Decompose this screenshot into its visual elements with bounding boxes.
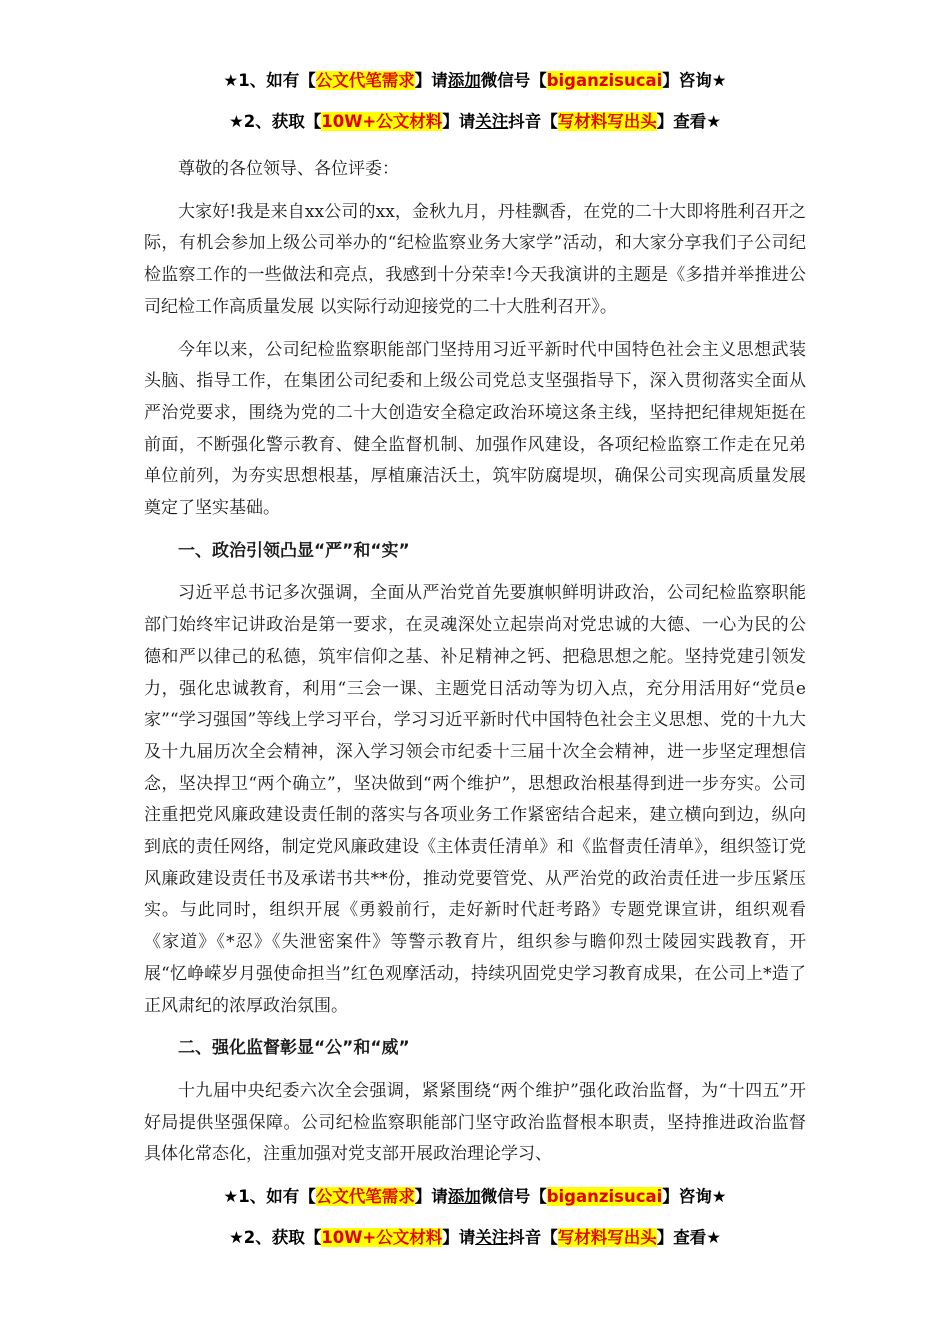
bottom-banner-line-1 <box>0 1185 950 1209</box>
banner-highlight: biganzisucai <box>546 1187 663 1206</box>
banner-text: 微信号【 <box>480 1187 547 1206</box>
top-banner-line-2 <box>0 110 950 134</box>
paragraph: 今年以来，公司纪检监察职能部门坚持用习近平新时代中国特色社会主义思想武装头脑、指导工作，在集团公司纪委和上级公司党总支坚强指导下，深入贯彻落实全面从严治党要求，围绕为党的二十大创造安全稳定政治环境这条主线，坚持把纪律规矩挺在前面，不断强化警示教育、健全监督机制、加强作风建设，各项纪检监察工作走在兄弟单位前列，为夯实思想根基，厚植廉洁沃土，筑牢防腐堤坝，确保公司实现高质量发展奠定了坚实基础。 <box>144 339 806 519</box>
banner-highlight: 10W+公文材料 <box>321 1228 443 1247</box>
banner-text: 】请 <box>414 1187 448 1206</box>
banner-highlight: 公文代笔需求 <box>315 1187 415 1206</box>
banner-text: 微信号【 <box>480 71 547 90</box>
salutation: 尊敬的各位领导、各位评委： <box>178 159 399 179</box>
banner-highlight: 公文代笔需求 <box>315 71 415 90</box>
document-body <box>144 154 806 1182</box>
banner-text: ★1、如有【 <box>223 71 316 90</box>
banner-emphasis: 添加 <box>447 1187 481 1206</box>
paragraph: 十九届中央纪委六次全会强调，紧紧围绕“两个维护”强化政治监督，为“十四五”开好局提供坚强保障。公司纪检监察职能部门坚守政治监督根本职责，坚持推进政治监督具体化常态化，注重加强对党支部开展政治理论学习、 <box>144 1080 806 1165</box>
banner-emphasis: 关注 <box>475 112 509 131</box>
banner-emphasis: 关注 <box>475 1228 509 1247</box>
banner-text: 】请 <box>414 71 448 90</box>
banner-highlight: 写材料写出头 <box>557 1228 657 1247</box>
banner-text: ★2、获取【 <box>228 112 322 131</box>
banner-text: 】咨询★ <box>662 1187 727 1206</box>
banner-highlight: 10W+公文材料 <box>321 112 443 131</box>
banner-text: 】请 <box>442 112 476 131</box>
bottom-banner-line-2 <box>0 1226 950 1250</box>
banner-text: 】查看★ <box>656 112 722 131</box>
banner-highlight: 写材料写出头 <box>557 112 657 131</box>
banner-text: 抖音【 <box>508 1228 558 1247</box>
banner-highlight: biganzisucai <box>546 71 663 90</box>
paragraph: 习近平总书记多次强调，全面从严治党首先要旗帜鲜明讲政治，公司纪检监察职能部门始终牢记讲政治是第一要求，在灵魂深处立起崇尚对党忠诚的大德、一心为民的公德和严以律己的私德，筑牢信仰之基、补足精神之钙、把稳思想之舵。坚持党建引领发力，强化忠诚教育，利用“三会一课、主题党日活动等为切入点，充分用活用好“党员e家”“学习强国”等线上学习平台，学习习近平新时代中国特色社会主义思想、党的十九大及十九届历次全会精神，深入学习领会市纪委十三届十次全会精神，进一步坚定理想信念，坚决捍卫“两个确立”，坚决做到“两个维护”，思想政治根基得到进一步夯实。公司注重把党风廉政建设责任制的落实与各项业务工作紧密结合起来，建立横向到边，纵向到底的责任网络，制定党风廉政建设《主体责任清单》和《监督责任清单》，组织签订党风廉政建设责任书及承诺书共**份，推动党要管党、从严治党的政治责任进一步压紧压实。与此同时，组织开展《勇毅前行，走好新时代赶考路》专题党课宣讲，组织观看《家道》《*忍》《失泄密案件》等警示教育片，组织参与瞻仰烈士陵园实践教育，开展“忆峥嵘岁月强使命担当”红色观摩活动，持续巩固党史学习教育成果，在公司上*造了正风肃纪的浓厚政治氛围。 <box>144 583 806 1016</box>
banner-text: ★2、获取【 <box>228 1228 322 1247</box>
section-heading: 二、强化监督彰显“公”和“威” <box>178 1038 410 1059</box>
banner-text: ★1、如有【 <box>223 1187 316 1206</box>
banner-text: 】查看★ <box>656 1228 722 1247</box>
banner-text: 】请 <box>442 1228 476 1247</box>
section-heading: 一、政治引领凸显“严”和“实” <box>178 540 410 561</box>
banner-text: 抖音【 <box>508 112 558 131</box>
banner-emphasis: 添加 <box>447 71 481 90</box>
banner-text: 】咨询★ <box>662 71 727 90</box>
paragraph: 大家好!我是来自xx公司的xx，金秋九月，丹桂飘香，在党的二十大即将胜利召开之际，有机会参加上级公司举办的“纪检监察业务大家学”活动，和大家分享我们子公司纪检监察工作的一些做法和亮点，我感到十分荣幸!今天我演讲的主题是《多措并举推进公司纪检工作高质量发展 以实际行动迎接党的二十大胜利召开》。 <box>144 201 806 317</box>
top-banner-line-1 <box>0 69 950 93</box>
